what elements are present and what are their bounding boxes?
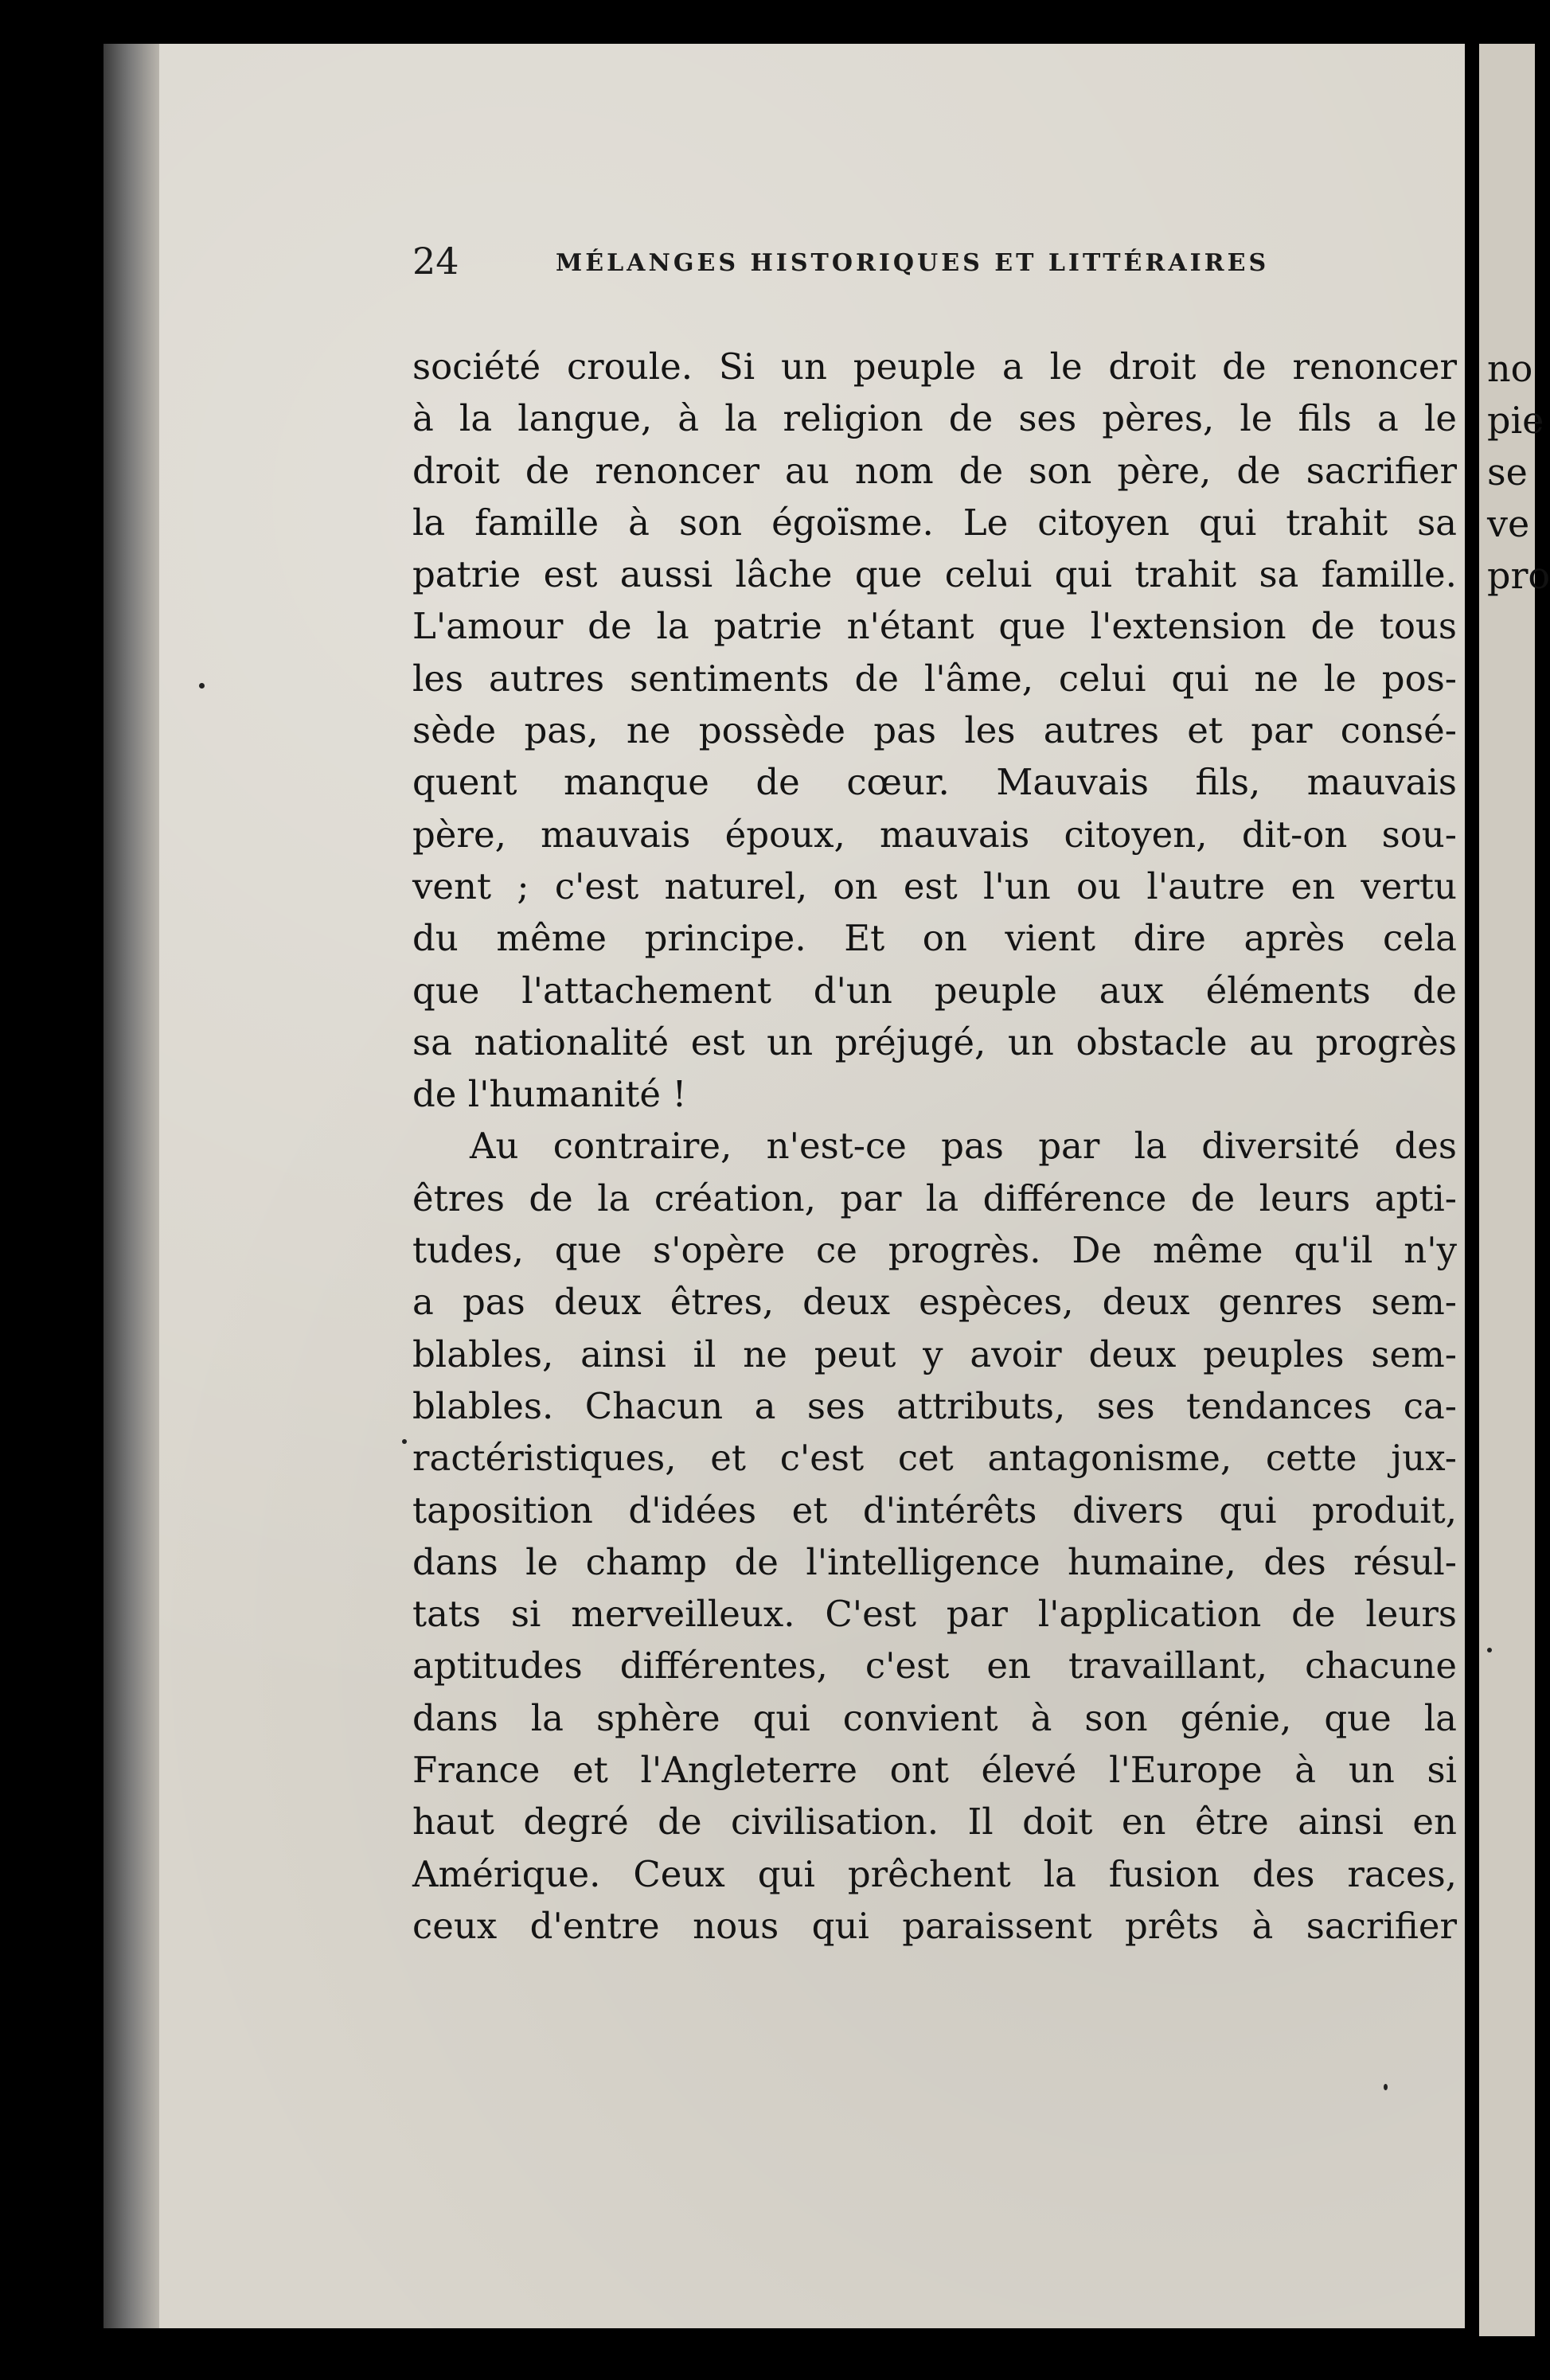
text-line: la famille à son égoïsme. Le citoyen qui trahit sa (412, 501, 1457, 544)
text-line: à la langue, à la religion de ses pères, le fils a le (412, 397, 1457, 440)
text-line: les autres sentiments de l'âme, celui qui ne le pos- (412, 657, 1457, 700)
facing-page-fragment: ve (1487, 502, 1530, 545)
text-line: Amérique. Ceux qui prêchent la fusion des races, (412, 1852, 1457, 1895)
book-binding-edge (103, 44, 159, 2328)
facing-page-fragment: no (1487, 347, 1533, 390)
text-line: taposition d'idées et d'intérêts divers qui produit, (412, 1488, 1457, 1531)
text-line: L'amour de la patrie n'étant que l'extension de tous (412, 605, 1457, 648)
page-divider-rule (1465, 44, 1479, 2336)
text-line: dans le champ de l'intelligence humaine, des résul- (412, 1540, 1457, 1583)
text-line: blables, ainsi il ne peut y avoir deux peuples sem- (412, 1332, 1457, 1375)
text-line: êtres de la création, par la différence de leurs apti- (412, 1176, 1457, 1219)
text-line: de l'humanité ! (412, 1073, 687, 1116)
text-line: aptitudes différentes, c'est en travaillant, chacune (412, 1645, 1457, 1687)
paragraph (412, 341, 1457, 1120)
text-line: haut degré de civilisation. Il doit en être ainsi en (412, 1801, 1457, 1844)
page-number: 24 (412, 240, 459, 283)
paragraph (412, 1120, 1457, 1952)
running-head (412, 237, 1328, 285)
facing-page-fragment: pie (1487, 399, 1544, 442)
text-line: dans la sphère qui convient à son génie, que la (412, 1696, 1457, 1739)
text-line: patrie est aussi lâche que celui qui trahit sa famille. (412, 553, 1457, 596)
text-line: que l'attachement d'un peuple aux éléments de (412, 969, 1457, 1012)
text-line: sède pas, ne possède pas les autres et par consé- (412, 709, 1457, 752)
scan-speck (199, 683, 205, 689)
scan-speck (1384, 2084, 1388, 2090)
text-line: père, mauvais époux, mauvais citoyen, dit-on sou- (412, 813, 1457, 856)
body-text (412, 341, 1457, 1952)
text-line: France et l'Angleterre ont élevé l'Europe à un si (412, 1749, 1457, 1792)
text-line: Au contraire, n'est-ce pas par la diversité des (470, 1125, 1457, 1168)
scan-speck (1487, 1648, 1492, 1652)
text-line: ractéristiques, et c'est cet antagonisme, cette jux- (412, 1437, 1457, 1480)
text-line: société croule. Si un peuple a le droit de renoncer (412, 345, 1457, 388)
text-line: droit de renoncer au nom de son père, de sacrifier (412, 449, 1457, 492)
text-line: du même principe. Et on vient dire après cela (412, 917, 1457, 960)
facing-page-fragment: se (1487, 451, 1528, 494)
text-line: ceux d'entre nous qui paraissent prêts à sacrifier (412, 1904, 1457, 1947)
text-line: vent ; c'est naturel, on est l'un ou l'autre en vertu (412, 864, 1457, 907)
text-line: quent manque de cœur. Mauvais fils, mauvais (412, 761, 1457, 804)
text-line: tats si merveilleux. C'est par l'application de leurs (412, 1593, 1457, 1636)
facing-page-fragment: pro (1487, 554, 1550, 597)
scan-speck (402, 1439, 407, 1444)
text-line: sa nationalité est un préjugé, un obstacle au progrès (412, 1020, 1457, 1063)
text-line: blables. Chacun a ses attributs, ses tendances ca- (412, 1384, 1457, 1427)
running-title: MÉLANGES HISTORIQUES ET LITTÉRAIRES (556, 249, 1270, 277)
text-line: tudes, que s'opère ce progrès. De même qu'il n'y (412, 1229, 1457, 1272)
text-line: a pas deux êtres, deux espèces, deux genres sem- (412, 1281, 1457, 1324)
